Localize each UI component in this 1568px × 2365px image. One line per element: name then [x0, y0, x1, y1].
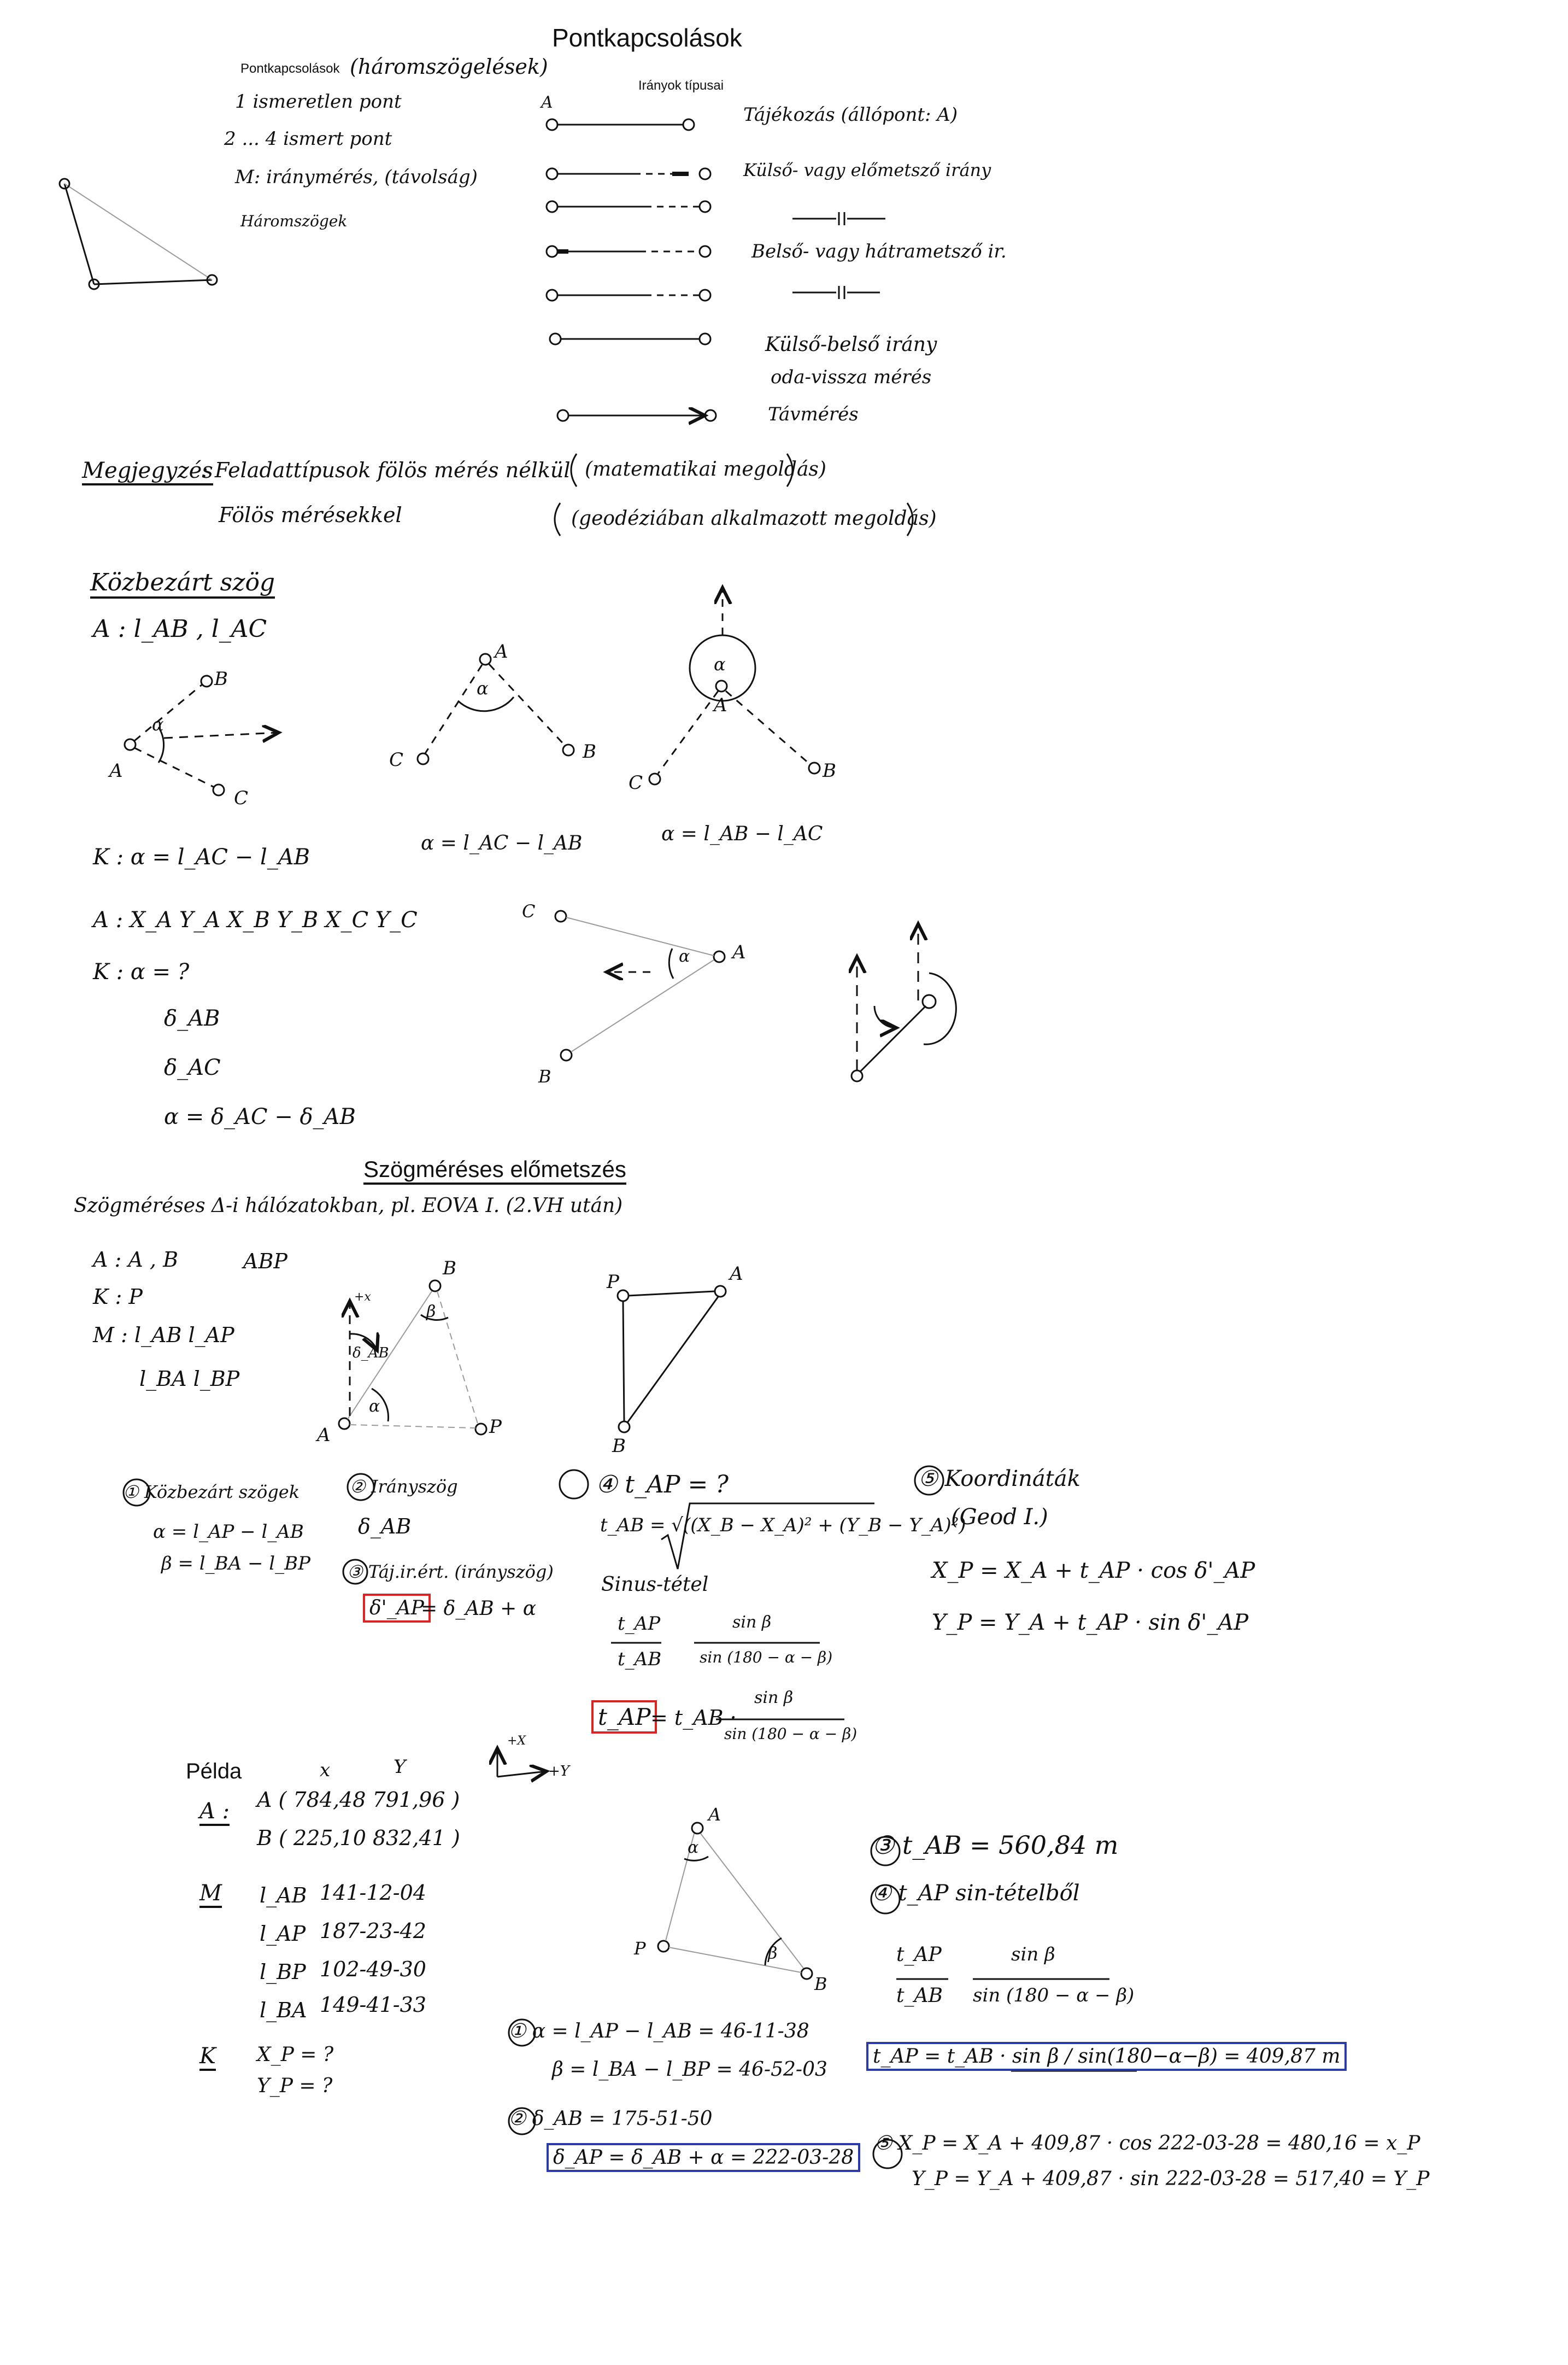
directions-point-label: A [541, 93, 553, 112]
label-alpha: α [679, 947, 690, 966]
label-delta: δ_AB [353, 1345, 389, 1361]
pelda-k-label: K [199, 2044, 216, 2071]
yp-formula: Y_P = Y_A + t_AP · sin δ'_AP [932, 1610, 1249, 1635]
step3-box: δ'_AP [363, 1594, 431, 1623]
kozbezart-formula3: α = l_AB − l_AC [661, 823, 823, 845]
intro-line: 1 ismeretlen pont [235, 91, 402, 113]
result-4: ④ t_AP sin-tételből [872, 1881, 1080, 1906]
kozbezart-find: K : α = l_AC − l_AB [93, 845, 310, 870]
direction-item: oda-vissza mérés [771, 366, 932, 388]
eloment-measured2: l_BA l_BP [139, 1367, 240, 1391]
intro-line: Háromszögek [240, 212, 348, 230]
result-5b: Y_P = Y_A + 409,87 · sin 222-03-28 = 517,40 = Y_P [912, 2168, 1430, 2190]
eloment-measured: M : l_AB l_AP [93, 1323, 234, 1347]
intro-heading: Pontkapcsolások [240, 61, 340, 76]
result-1b: β = l_BA − l_BP = 46-52-03 [552, 2058, 827, 2081]
example-axes [497, 1748, 547, 1777]
eloment-subtitle: Szögméréses Δ-i hálózatokban, pl. EOVA I. (2.VH után) [74, 1195, 623, 1217]
note-line1: : Feladattípusok fölös mérés nélkül [201, 458, 571, 482]
kozbezart-formula2: α = l_AC − l_AB [421, 832, 583, 854]
ratio-right-den: sin (180 − α − β) [700, 1648, 833, 1666]
step1-title: ① Közbezárt szögek [123, 1482, 300, 1502]
meas-value: 187-23-42 [320, 1919, 426, 1943]
pelda-a-label: A : [199, 1799, 230, 1826]
label-plusx: +x [354, 1290, 371, 1304]
pelda-k2: Y_P = ? [257, 2075, 333, 2097]
label-p: P [489, 1416, 502, 1438]
meas-name: l_AB [260, 1883, 307, 1907]
page-title: Pontkapcsolások [552, 24, 742, 52]
step1-a: α = l_AP − l_AB [153, 1521, 304, 1543]
label-c: C [234, 787, 249, 809]
label-a: A [730, 1263, 743, 1285]
label-a: A [495, 641, 508, 663]
pelda-col-y: Y [394, 1756, 406, 1778]
meas-name: l_BA [260, 1998, 307, 2022]
step1-b: β = l_BA − l_BP [161, 1553, 311, 1574]
pelda-k1: X_P = ? [257, 2044, 334, 2066]
kozbezart-given2: A : X_A Y_A X_B Y_B X_C Y_C [93, 908, 418, 933]
result-2-box: δ_AP = δ_AB + α = 222-03-28 [547, 2143, 860, 2172]
axis-x-label: +X [507, 1734, 526, 1748]
tap-box: t_AP [591, 1700, 657, 1734]
kozbezart-title: Közbezárt szög [90, 569, 275, 599]
note-line1-paren: (matematikai megoldás) [585, 458, 826, 481]
ratio-left-den: t_AB [618, 1648, 662, 1670]
label-a: A [732, 941, 746, 963]
result-4-box: t_AP = t_AB · sin β / sin(180−α−β) = 409,87 m [866, 2042, 1347, 2071]
direction-item: Távmérés [768, 403, 859, 425]
label-b: B [538, 1066, 551, 1087]
label-alpha: α [477, 678, 489, 699]
meas-name: l_AP [260, 1922, 306, 1946]
label-b: B [612, 1435, 626, 1457]
label-beta: β [426, 1302, 436, 1321]
pelda-point-b: B ( 225,10 832,41 ) [257, 1826, 460, 1850]
eloment-title: Szögméréses előmetszés [363, 1156, 626, 1185]
note-line2-paren: (geodéziában alkalmazott megoldás) [571, 507, 937, 530]
meas-name: l_BP [260, 1960, 306, 1984]
label-a: A [708, 1804, 721, 1825]
step3-rest: = δ_AB + α [421, 1597, 537, 1620]
pelda-m-label: M [199, 1881, 222, 1908]
step3-title: ③ Táj.ir.ért. (irányszög) [347, 1561, 554, 1582]
result-1a: ① α = l_AP − l_AB = 46-11-38 [508, 2020, 809, 2042]
ratio-left-num: t_AP [896, 1943, 942, 1966]
intro-line: 2 ... 4 ismert pont [224, 128, 392, 150]
kozbezart-find2: K : α = ? [93, 959, 190, 985]
note-label: Megjegyzés [82, 458, 213, 485]
label-alpha: α [152, 714, 164, 735]
ratio-right-num: sin β [1011, 1943, 1055, 1965]
step2-title: ② Irányszög [350, 1476, 458, 1497]
step5-title: ⑤ Koordináták [918, 1466, 1080, 1491]
meas-value: 149-41-33 [320, 1993, 426, 2017]
result-5a: ⑤ X_P = X_A + 409,87 · cos 222-03-28 = 480,16 = x_P [874, 2132, 1420, 2155]
ratio-right-den: sin (180 − α − β) [973, 1985, 1135, 2006]
pelda-col-x: x [320, 1759, 331, 1781]
ratio-left-num: t_AP [618, 1613, 661, 1635]
ratio-right-num: sin β [732, 1613, 772, 1632]
direction-item: Külső- vagy előmetsző irány [743, 160, 991, 180]
label-p: P [607, 1271, 619, 1293]
step4-title: ④ t_AP = ? [596, 1471, 729, 1498]
direction-item: Külső-belső irány [765, 333, 937, 356]
eloment-find: K : P [93, 1285, 143, 1309]
label-alpha: α [688, 1838, 699, 1857]
step4-tab: t_AB = √((X_B − X_A)² + (Y_B − Y_A)²) [600, 1514, 966, 1536]
step5-sub: (Geod I.) [951, 1505, 1048, 1530]
ratio-left-den: t_AB [896, 1985, 943, 2007]
label-alpha: α [369, 1397, 380, 1416]
sinus-rule: Sinus-tétel [601, 1573, 709, 1596]
label-a: A [714, 694, 727, 716]
pelda-title: Példa [186, 1759, 242, 1783]
label-b: B [583, 741, 596, 763]
tap-rest: = t_AB · [650, 1706, 737, 1730]
eloment-abp: ABP [243, 1249, 287, 1273]
label-a: A [317, 1424, 331, 1446]
result-3: ③ t_AB = 560,84 m [872, 1830, 1119, 1860]
label-alpha: α [714, 654, 726, 675]
label-b: B [814, 1974, 827, 1994]
kozbezart-step: δ_AB [164, 1006, 220, 1031]
note-line2: Fölös mérésekkel [219, 503, 402, 527]
axis-y-label: +Y [548, 1763, 569, 1779]
meas-value: 141-12-04 [320, 1881, 426, 1905]
kozbezart-given: A : l_AB , l_AC [93, 615, 267, 643]
label-a: A [109, 760, 123, 782]
xp-formula: X_P = X_A + t_AP · cos δ'_AP [932, 1558, 1255, 1583]
result-2: ② δ_AB = 175-51-50 [508, 2108, 713, 2130]
label-beta: β [768, 1944, 778, 1963]
pelda-point-a: A ( 784,48 791,96 ) [257, 1788, 460, 1812]
kozbezart-step: δ_AC [164, 1055, 221, 1080]
label-b: B [214, 668, 228, 690]
label-c: C [389, 749, 404, 771]
tap-den: sin (180 − α − β) [724, 1725, 858, 1743]
label-c: C [522, 901, 536, 922]
label-b: B [823, 760, 836, 782]
label-p: P [634, 1938, 646, 1959]
label-c: C [629, 772, 643, 794]
meas-value: 102-49-30 [320, 1957, 426, 1981]
direction-item: Belső- vagy hátrametsző ir. [751, 241, 1007, 262]
kozbezart-step: α = δ_AC − δ_AB [164, 1104, 356, 1129]
step2-value: δ_AB [358, 1514, 412, 1538]
direction-item: Tájékozás (állópont: A) [743, 104, 958, 126]
label-b: B [443, 1257, 456, 1279]
tap-num: sin β [754, 1688, 794, 1707]
triangle-diagram [60, 179, 217, 289]
intro-line: M: iránymérés, (távolság) [235, 166, 478, 188]
eloment-given: A : A , B [93, 1248, 179, 1272]
directions-title: Irányok típusai [638, 78, 724, 93]
intro-heading-hand: (háromszögelések) [350, 55, 548, 79]
